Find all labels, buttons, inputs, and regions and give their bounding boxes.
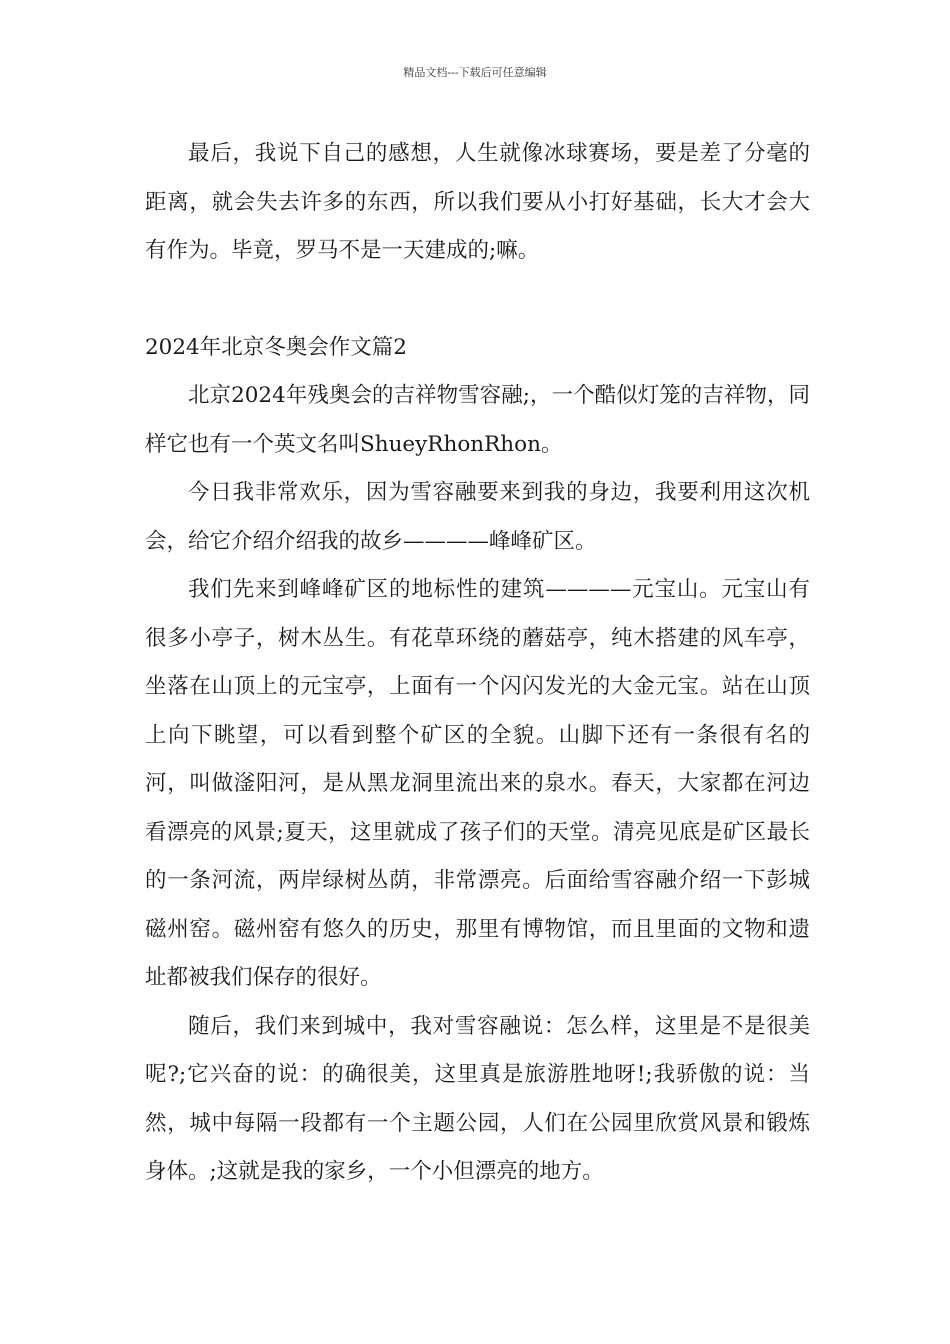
document-body [145,130,810,1197]
paragraph-hometown: 今日我非常欢乐，因为雪容融要来到我的身边，我要利用这次机会，给它介绍介绍我的故乡————峰峰矿区。 [145,480,810,554]
paragraph-yuanbao-mountain: 我们先来到峰峰矿区的地标性的建筑————元宝山。元宝山有很多小亭子，树木丛生。有花草环绕的蘑菇亭，纯木搭建的风车亭，坐落在山顶上的元宝亭，上面有一个闪闪发光的大金元宝。站在山顶上向下眺望，可以看到整个矿区的全貌。山脚下还有一条很有名的河，叫做滏阳河，是从黑龙洞里流出来的泉水。春天，大家都在河边看漂亮的风景;夏天，这里就成了孩子们的天堂。清亮见底是矿区最长的一条河流，两岸绿树丛荫，非常漂亮。后面给雪容融介绍一下彭城磁州窑。磁州窑有悠久的历史，那里有博物馆，而且里面的文物和遗址都被我们保存的很好。 [145,577,810,990]
section-title: 2024年北京冬奥会作文篇2 [145,334,407,360]
paragraph-city: 随后，我们来到城中，我对雪容融说：怎么样，这里是不是很美呢?;它兴奋的说：的确很美，这里真是旅游胜地呀!;我骄傲的说：当然，城中每隔一段都有一个主题公园，人们在公园里欣赏风景和锻炼身体。;这就是我的家乡，一个小但漂亮的地方。 [145,1013,810,1184]
paragraph-mascot: 北京2024年残奥会的吉祥物雪容融;，一个酷似灯笼的吉祥物，同样它也有一个英文名叫ShueyRhonRhon。 [145,383,810,457]
intro-paragraph: 最后，我说下自己的感想，人生就像冰球赛场，要是差了分毫的距离，就会失去许多的东西，所以我们要从小打好基础，长大才会大有作为。毕竟，罗马不是一天建成的;嘛。 [145,141,810,263]
page-header: 精品文档---下载后可任意编辑 [403,66,547,79]
